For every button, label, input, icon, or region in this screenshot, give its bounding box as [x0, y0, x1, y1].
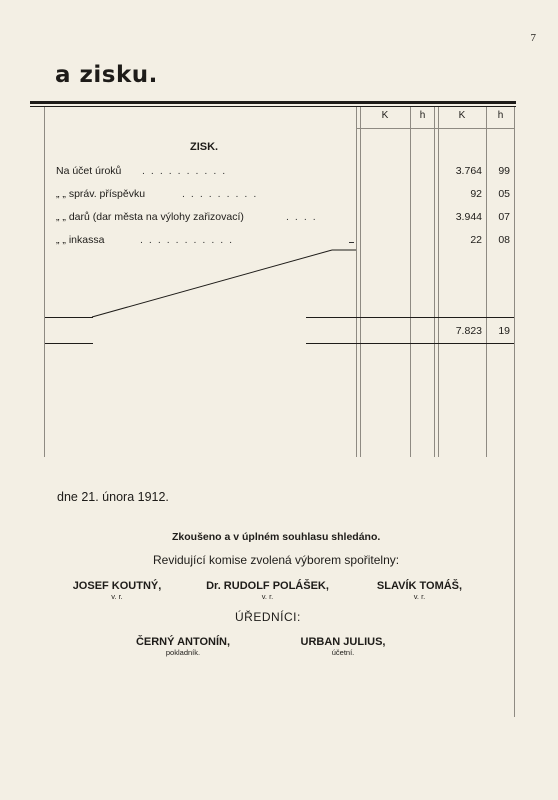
official-name: URBAN JULIUS,: [300, 636, 386, 648]
official-name: ČERNÝ ANTONÍN,: [135, 636, 231, 648]
column-header-k2: K: [458, 110, 466, 121]
leader-dots: ....: [286, 211, 322, 223]
col-divider-4: [486, 107, 487, 457]
leader-dots: ..........: [142, 165, 232, 177]
officials-heading: ÚŘEDNÍCI:: [235, 610, 301, 624]
verification-statement: Zkoušeno a v úplném souhlasu shledáno.: [172, 531, 381, 543]
signatory-name: JOSEF KOUTNÝ,: [72, 580, 162, 592]
signatory-name: Dr. RUDOLF POLÁŠEK,: [206, 580, 329, 592]
page-heading: a zisku.: [55, 62, 158, 88]
column-header-h1: h: [419, 110, 426, 121]
commission-statement: Revidující komise zvolená výborem spořitelny:: [153, 553, 400, 567]
row-amount-k: 3.944: [455, 211, 482, 223]
row-amount-h: 08: [498, 234, 510, 246]
total-rule-right: [306, 317, 514, 318]
leader-dots: ...........: [140, 234, 239, 246]
total-amount-k: 7.823: [455, 325, 482, 337]
header-underline: [357, 128, 514, 129]
row-label: „ „ darů (dar města na výlohy zařizovací): [56, 211, 244, 223]
row-amount-k: 22: [470, 234, 482, 246]
section-title: ZISK.: [190, 141, 219, 153]
col-divider-2: [410, 107, 411, 457]
col-divider-3: [434, 107, 439, 457]
signatory-name: SLAVÍK TOMÁŠ,: [376, 580, 463, 592]
total-amount-h: 19: [498, 325, 510, 337]
column-header-h2: h: [497, 110, 504, 121]
total-rule-right-lower: [306, 343, 514, 344]
row-amount-k: 3.764: [455, 165, 482, 177]
table-right-border: [514, 107, 515, 717]
row-label: „ „ správ. příspěvku: [56, 188, 146, 200]
date-line: dne 21. února 1912.: [57, 490, 169, 504]
official-role: pokladník.: [165, 648, 201, 657]
heading-rule-thick: [30, 101, 516, 104]
row-amount-h: 05: [498, 188, 510, 200]
leader-dots: .........: [182, 188, 263, 200]
signatory-note: v. r.: [111, 592, 123, 601]
row-amount-h: 07: [498, 211, 510, 223]
row-label: Na účet úroků: [56, 165, 122, 177]
row-amount-k: 92: [470, 188, 482, 200]
page-number: 7: [530, 32, 536, 44]
total-rule-left-lower: [45, 343, 93, 344]
total-rule-left: [45, 317, 93, 318]
official-role: účetní.: [331, 648, 355, 657]
signatory-note: v. r.: [261, 592, 274, 601]
row-amount-h: 99: [498, 165, 510, 177]
row-label: „ „ inkassa: [56, 234, 105, 246]
heading-rule-thin: [30, 106, 516, 107]
signatory-note: v. r.: [413, 592, 426, 601]
column-header-k1: K: [381, 110, 389, 121]
